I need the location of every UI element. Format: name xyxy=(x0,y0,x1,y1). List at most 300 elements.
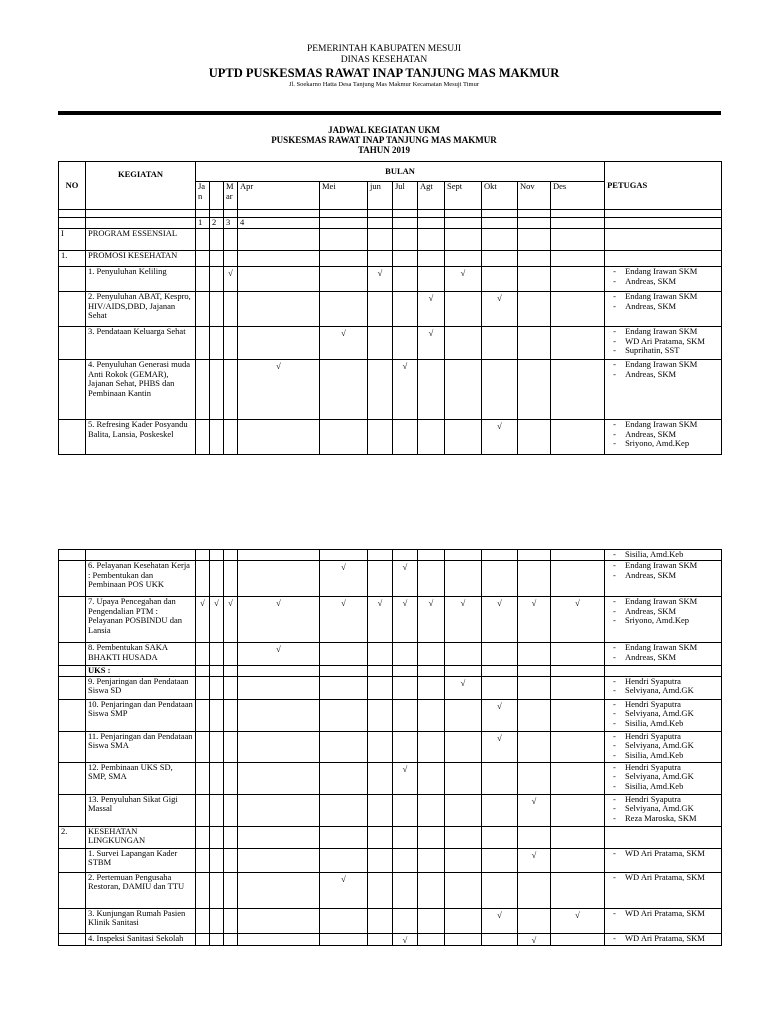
staff-cell xyxy=(605,550,722,561)
month-cell xyxy=(393,266,418,291)
month-cell xyxy=(210,699,224,731)
staff-list xyxy=(607,597,719,626)
month-cell xyxy=(210,250,224,266)
month-cell xyxy=(224,359,238,419)
month-cell xyxy=(445,848,482,872)
activity-name: 10. Penjaringan dan Pendataan Siswa SMP xyxy=(86,699,196,731)
month-cell xyxy=(196,642,210,665)
month-header-11: Des xyxy=(551,182,605,210)
header-no: NO xyxy=(59,162,86,210)
number-row-cell xyxy=(59,218,86,229)
month-cell xyxy=(418,762,445,794)
month-cell xyxy=(196,326,210,359)
month-cell xyxy=(393,665,418,676)
staff-cell xyxy=(605,699,722,731)
check-mark: √ xyxy=(224,266,238,291)
check-mark: √ xyxy=(368,266,393,291)
month-cell xyxy=(210,228,224,250)
month-cell xyxy=(238,550,320,561)
month-cell xyxy=(210,762,224,794)
activity-name: PROMOSI KESEHATAN xyxy=(86,250,196,266)
month-cell xyxy=(551,550,605,561)
month-cell xyxy=(196,266,210,291)
month-cell xyxy=(196,933,210,946)
month-cell xyxy=(445,872,482,908)
staff-name: - Endang Irawan SKM xyxy=(613,360,719,370)
month-cell xyxy=(210,326,224,359)
check-mark: √ xyxy=(482,291,518,326)
month-cell xyxy=(518,266,551,291)
spacer-cell xyxy=(59,210,86,218)
staff-name: - Endang Irawan SKM xyxy=(613,420,719,430)
staff-list xyxy=(607,292,719,312)
number-row-cell xyxy=(86,218,196,229)
staff-list xyxy=(607,327,719,356)
activity-name: 2. Pertemuan Pengusaha Restoran, DAMIU dan TTU xyxy=(86,872,196,908)
staff-name: - Andreas, SKM xyxy=(613,277,719,287)
check-mark: √ xyxy=(518,596,551,642)
staff-list xyxy=(607,909,719,919)
month-cell xyxy=(238,228,320,250)
check-mark: √ xyxy=(393,596,418,642)
row-number xyxy=(59,596,86,642)
check-mark: √ xyxy=(393,933,418,946)
month-cell xyxy=(320,550,368,561)
month-cell xyxy=(418,642,445,665)
row-number xyxy=(59,266,86,291)
activity-name: 9. Penjaringan dan Pendataan Siswa SD xyxy=(86,676,196,699)
month-cell xyxy=(445,228,482,250)
table-row xyxy=(59,359,722,419)
month-header-1 xyxy=(210,182,224,210)
number-row-cell: 1 xyxy=(196,218,210,229)
check-mark: √ xyxy=(482,419,518,454)
month-cell xyxy=(368,762,393,794)
staff-list xyxy=(607,360,719,380)
check-mark: √ xyxy=(320,596,368,642)
month-cell xyxy=(551,933,605,946)
staff-list xyxy=(607,849,719,859)
month-cell xyxy=(482,550,518,561)
header-bulan: BULAN xyxy=(196,162,605,182)
month-cell xyxy=(482,848,518,872)
month-cell xyxy=(551,731,605,762)
month-cell xyxy=(393,291,418,326)
month-cell xyxy=(224,933,238,946)
number-row-cell: 2 xyxy=(210,218,224,229)
month-cell xyxy=(320,359,368,419)
check-mark: √ xyxy=(238,359,320,419)
month-cell xyxy=(224,731,238,762)
month-cell xyxy=(196,848,210,872)
month-header-4: Mei xyxy=(320,182,368,210)
staff-name: - Endang Irawan SKM xyxy=(613,267,719,277)
month-cell xyxy=(238,794,320,826)
staff-name: - Sriyono, Amd.Kep xyxy=(613,439,719,449)
staff-name: - WD Ari Pratama, SKM xyxy=(613,934,719,944)
title-line-3: TAHUN 2019 xyxy=(357,144,411,155)
staff-name: - Andreas, SKM xyxy=(613,302,719,312)
staff-name: - Hendri Syaputra xyxy=(613,795,719,805)
month-cell xyxy=(418,848,445,872)
month-cell xyxy=(551,228,605,250)
month-cell xyxy=(393,676,418,699)
row-number xyxy=(59,699,86,731)
title-line-1: JADWAL KEGIATAN UKM xyxy=(328,125,440,135)
letterhead-divider xyxy=(58,111,721,115)
month-cell xyxy=(445,699,482,731)
check-mark: √ xyxy=(482,908,518,933)
staff-name: - Selviyana, Amd.GK xyxy=(613,772,719,782)
month-cell xyxy=(518,762,551,794)
staff-name: - Selviyana, Amd.GK xyxy=(613,709,719,719)
month-cell xyxy=(368,326,393,359)
check-mark: √ xyxy=(210,596,224,642)
month-cell xyxy=(320,665,368,676)
month-cell xyxy=(368,250,393,266)
table-row xyxy=(59,762,722,794)
month-cell xyxy=(238,762,320,794)
activity-name: 12. Pembinaan UKS SD, SMP, SMA xyxy=(86,762,196,794)
month-cell xyxy=(210,731,224,762)
month-cell xyxy=(418,359,445,419)
month-cell xyxy=(224,848,238,872)
month-cell xyxy=(238,266,320,291)
month-cell xyxy=(238,848,320,872)
header-petugas: PETUGAS xyxy=(605,162,722,210)
month-cell xyxy=(445,419,482,454)
month-cell xyxy=(445,908,482,933)
month-cell xyxy=(320,291,368,326)
check-mark: √ xyxy=(445,676,482,699)
month-cell xyxy=(238,560,320,596)
table-row xyxy=(59,826,722,848)
month-cell xyxy=(551,762,605,794)
schedule-table-page-2 xyxy=(58,549,722,946)
month-cell xyxy=(210,642,224,665)
staff-cell xyxy=(605,359,722,419)
number-row-cell xyxy=(605,218,722,229)
month-cell xyxy=(418,560,445,596)
month-cell xyxy=(196,419,210,454)
month-cell xyxy=(551,794,605,826)
month-cell xyxy=(418,731,445,762)
staff-list xyxy=(607,795,719,824)
title-line-2: PUSKESMAS RAWAT INAP TANJUNG MAS MAKMUR xyxy=(271,134,497,145)
staff-name: - Sisilia, Amd.Keb xyxy=(613,719,719,729)
row-number xyxy=(59,665,86,676)
staff-list xyxy=(607,763,719,792)
month-cell xyxy=(518,676,551,699)
month-header-7: Agt xyxy=(418,182,445,210)
row-number xyxy=(59,676,86,699)
month-cell xyxy=(445,794,482,826)
month-cell xyxy=(238,731,320,762)
staff-list xyxy=(607,561,719,581)
month-cell xyxy=(418,266,445,291)
month-cell xyxy=(238,933,320,946)
month-cell xyxy=(210,291,224,326)
staff-list xyxy=(607,267,719,287)
month-cell xyxy=(418,419,445,454)
month-cell xyxy=(393,826,418,848)
row-number xyxy=(59,560,86,596)
spacer-cell xyxy=(551,210,605,218)
month-cell xyxy=(210,676,224,699)
month-cell xyxy=(368,699,393,731)
month-cell xyxy=(551,676,605,699)
check-mark: √ xyxy=(224,596,238,642)
month-cell xyxy=(224,550,238,561)
staff-name: - Hendri Syaputra xyxy=(613,763,719,773)
month-cell xyxy=(238,676,320,699)
staff-name: - Endang Irawan SKM xyxy=(613,292,719,302)
month-cell xyxy=(196,794,210,826)
month-cell xyxy=(238,699,320,731)
check-mark: √ xyxy=(482,699,518,731)
month-cell xyxy=(393,228,418,250)
month-header-9: Okt xyxy=(482,182,518,210)
staff-list xyxy=(607,550,719,560)
table-row xyxy=(59,560,722,596)
number-row-cell xyxy=(445,218,482,229)
month-cell xyxy=(224,250,238,266)
month-cell xyxy=(368,642,393,665)
check-mark: √ xyxy=(393,359,418,419)
table-row xyxy=(59,250,722,266)
activity-name: 11. Penjaringan dan Pendataan Siswa SMA xyxy=(86,731,196,762)
month-cell xyxy=(482,794,518,826)
header-kegiatan: KEGIATAN xyxy=(86,162,196,210)
staff-name: - WD Ari Pratama, SKM xyxy=(613,849,719,859)
table-row xyxy=(59,699,722,731)
number-row-cell xyxy=(320,218,368,229)
row-number xyxy=(59,326,86,359)
month-cell xyxy=(393,326,418,359)
staff-cell xyxy=(605,642,722,665)
month-cell xyxy=(224,699,238,731)
month-cell xyxy=(368,676,393,699)
staff-list xyxy=(607,873,719,883)
month-cell xyxy=(210,933,224,946)
month-cell xyxy=(224,794,238,826)
month-cell xyxy=(224,826,238,848)
activity-name: 4. Inspeksi Sanitasi Sekolah xyxy=(86,933,196,946)
month-cell xyxy=(368,228,393,250)
month-cell xyxy=(210,419,224,454)
activity-name: 1. Survei Lapangan Kader STBM xyxy=(86,848,196,872)
spacer-cell xyxy=(445,210,482,218)
month-header-10: Nov xyxy=(518,182,551,210)
month-cell xyxy=(196,250,210,266)
month-cell xyxy=(368,933,393,946)
month-cell xyxy=(445,933,482,946)
month-cell xyxy=(224,560,238,596)
month-cell xyxy=(210,266,224,291)
schedule-table-page-1 xyxy=(58,161,722,455)
staff-list xyxy=(607,700,719,729)
number-row-cell xyxy=(368,218,393,229)
month-cell xyxy=(210,872,224,908)
check-mark: √ xyxy=(418,326,445,359)
month-cell xyxy=(518,665,551,676)
table-row xyxy=(59,550,722,561)
staff-list xyxy=(607,643,719,663)
check-mark: √ xyxy=(518,848,551,872)
table-row xyxy=(59,872,722,908)
month-cell xyxy=(393,794,418,826)
check-mark: √ xyxy=(320,872,368,908)
month-cell xyxy=(368,848,393,872)
spacer-cell xyxy=(210,210,224,218)
month-cell xyxy=(418,676,445,699)
month-cell xyxy=(518,250,551,266)
table-row xyxy=(59,731,722,762)
staff-name: - Sriyono, Amd.Kep xyxy=(613,616,719,626)
month-cell xyxy=(196,676,210,699)
spacer-cell xyxy=(86,210,196,218)
month-cell xyxy=(551,826,605,848)
spacer-cell xyxy=(320,210,368,218)
month-cell xyxy=(238,908,320,933)
staff-cell xyxy=(605,794,722,826)
month-cell xyxy=(482,250,518,266)
month-cell xyxy=(393,908,418,933)
staff-cell xyxy=(605,762,722,794)
month-cell xyxy=(196,359,210,419)
month-cell xyxy=(368,794,393,826)
month-cell xyxy=(445,291,482,326)
staff-name: - Andreas, SKM xyxy=(613,607,719,617)
month-cell xyxy=(320,699,368,731)
check-mark: √ xyxy=(518,933,551,946)
month-cell xyxy=(224,872,238,908)
institution-address: Jl. Soekarno Hatta Desa Tanjung Mas Makmur Kecamatan Mesuji Timur xyxy=(288,81,480,89)
spacer-cell xyxy=(393,210,418,218)
staff-name: - Sisilia, Amd.Keb xyxy=(613,550,719,560)
staff-name: - Selviyana, Amd.GK xyxy=(613,686,719,696)
row-number xyxy=(59,762,86,794)
activity-name: PROGRAM ESSENSIAL xyxy=(86,228,196,250)
month-cell xyxy=(393,699,418,731)
activity-name: 2. Penyuluhan ABAT, Kespro, HIV/AIDS,DBD, Jajanan Sehat xyxy=(86,291,196,326)
month-cell xyxy=(551,848,605,872)
table-row xyxy=(59,676,722,699)
staff-name: - Selviyana, Amd.GK xyxy=(613,804,719,814)
month-cell xyxy=(196,228,210,250)
month-cell xyxy=(368,550,393,561)
staff-name: - Hendri Syaputra xyxy=(613,732,719,742)
month-cell xyxy=(320,794,368,826)
month-cell xyxy=(482,359,518,419)
staff-cell xyxy=(605,933,722,946)
staff-name: - Suprihatin, SST xyxy=(613,346,719,356)
activity-name: 7. Upaya Pencegahan dan Pengendalian PTM : Pelayanan POSBINDU dan Lansia xyxy=(86,596,196,642)
spacer-cell xyxy=(518,210,551,218)
staff-name: - Andreas, SKM xyxy=(613,653,719,663)
number-row-cell xyxy=(482,218,518,229)
month-cell xyxy=(368,359,393,419)
month-cell xyxy=(196,665,210,676)
table-row xyxy=(59,291,722,326)
month-cell xyxy=(482,872,518,908)
month-cell xyxy=(368,419,393,454)
check-mark: √ xyxy=(482,731,518,762)
month-cell xyxy=(320,642,368,665)
month-cell xyxy=(445,550,482,561)
month-header-3: Apr xyxy=(238,182,320,210)
activity-name: KESEHATAN LINGKUNGAN xyxy=(86,826,196,848)
month-cell xyxy=(196,550,210,561)
month-cell xyxy=(238,326,320,359)
month-cell xyxy=(551,266,605,291)
month-cell xyxy=(196,731,210,762)
staff-cell xyxy=(605,250,722,266)
spacer-cell xyxy=(605,210,722,218)
staff-cell xyxy=(605,826,722,848)
month-header-6: Jul xyxy=(393,182,418,210)
month-cell xyxy=(518,550,551,561)
month-cell xyxy=(238,291,320,326)
month-cell xyxy=(320,419,368,454)
month-cell xyxy=(238,419,320,454)
staff-name: - Andreas, SKM xyxy=(613,571,719,581)
table-row xyxy=(59,228,722,250)
month-header-2: M ar xyxy=(224,182,238,210)
activity-name: 1. Penyuluhan Keliling xyxy=(86,266,196,291)
staff-cell xyxy=(605,596,722,642)
month-cell xyxy=(445,359,482,419)
month-cell xyxy=(551,872,605,908)
activity-name: 5. Refresing Kader Posyandu Balita, Lansia, Poskeskel xyxy=(86,419,196,454)
row-number xyxy=(59,419,86,454)
number-row-cell xyxy=(551,218,605,229)
month-cell xyxy=(551,250,605,266)
month-cell xyxy=(224,228,238,250)
month-cell xyxy=(551,642,605,665)
staff-list xyxy=(607,677,719,697)
month-cell xyxy=(210,908,224,933)
month-cell xyxy=(368,291,393,326)
staff-list xyxy=(607,732,719,761)
month-cell xyxy=(418,933,445,946)
check-mark: √ xyxy=(418,596,445,642)
check-mark: √ xyxy=(445,596,482,642)
activity-name: 6. Pelayanan Kesehatan Kerja : Pembentukan dan Pembinaan POS UKK xyxy=(86,560,196,596)
month-cell xyxy=(224,676,238,699)
month-cell xyxy=(418,550,445,561)
check-mark: √ xyxy=(196,596,210,642)
month-cell xyxy=(368,560,393,596)
check-mark: √ xyxy=(238,642,320,665)
table-row xyxy=(59,326,722,359)
month-cell xyxy=(320,908,368,933)
month-cell xyxy=(224,642,238,665)
check-mark: √ xyxy=(393,762,418,794)
month-cell xyxy=(445,326,482,359)
month-cell xyxy=(393,731,418,762)
staff-cell xyxy=(605,731,722,762)
month-cell xyxy=(482,762,518,794)
row-number xyxy=(59,908,86,933)
month-cell xyxy=(368,665,393,676)
staff-name: - WD Ari Pratama, SKM xyxy=(613,337,719,347)
month-cell xyxy=(393,250,418,266)
spacer-cell xyxy=(418,210,445,218)
month-cell xyxy=(482,933,518,946)
month-cell xyxy=(238,826,320,848)
month-cell xyxy=(224,419,238,454)
